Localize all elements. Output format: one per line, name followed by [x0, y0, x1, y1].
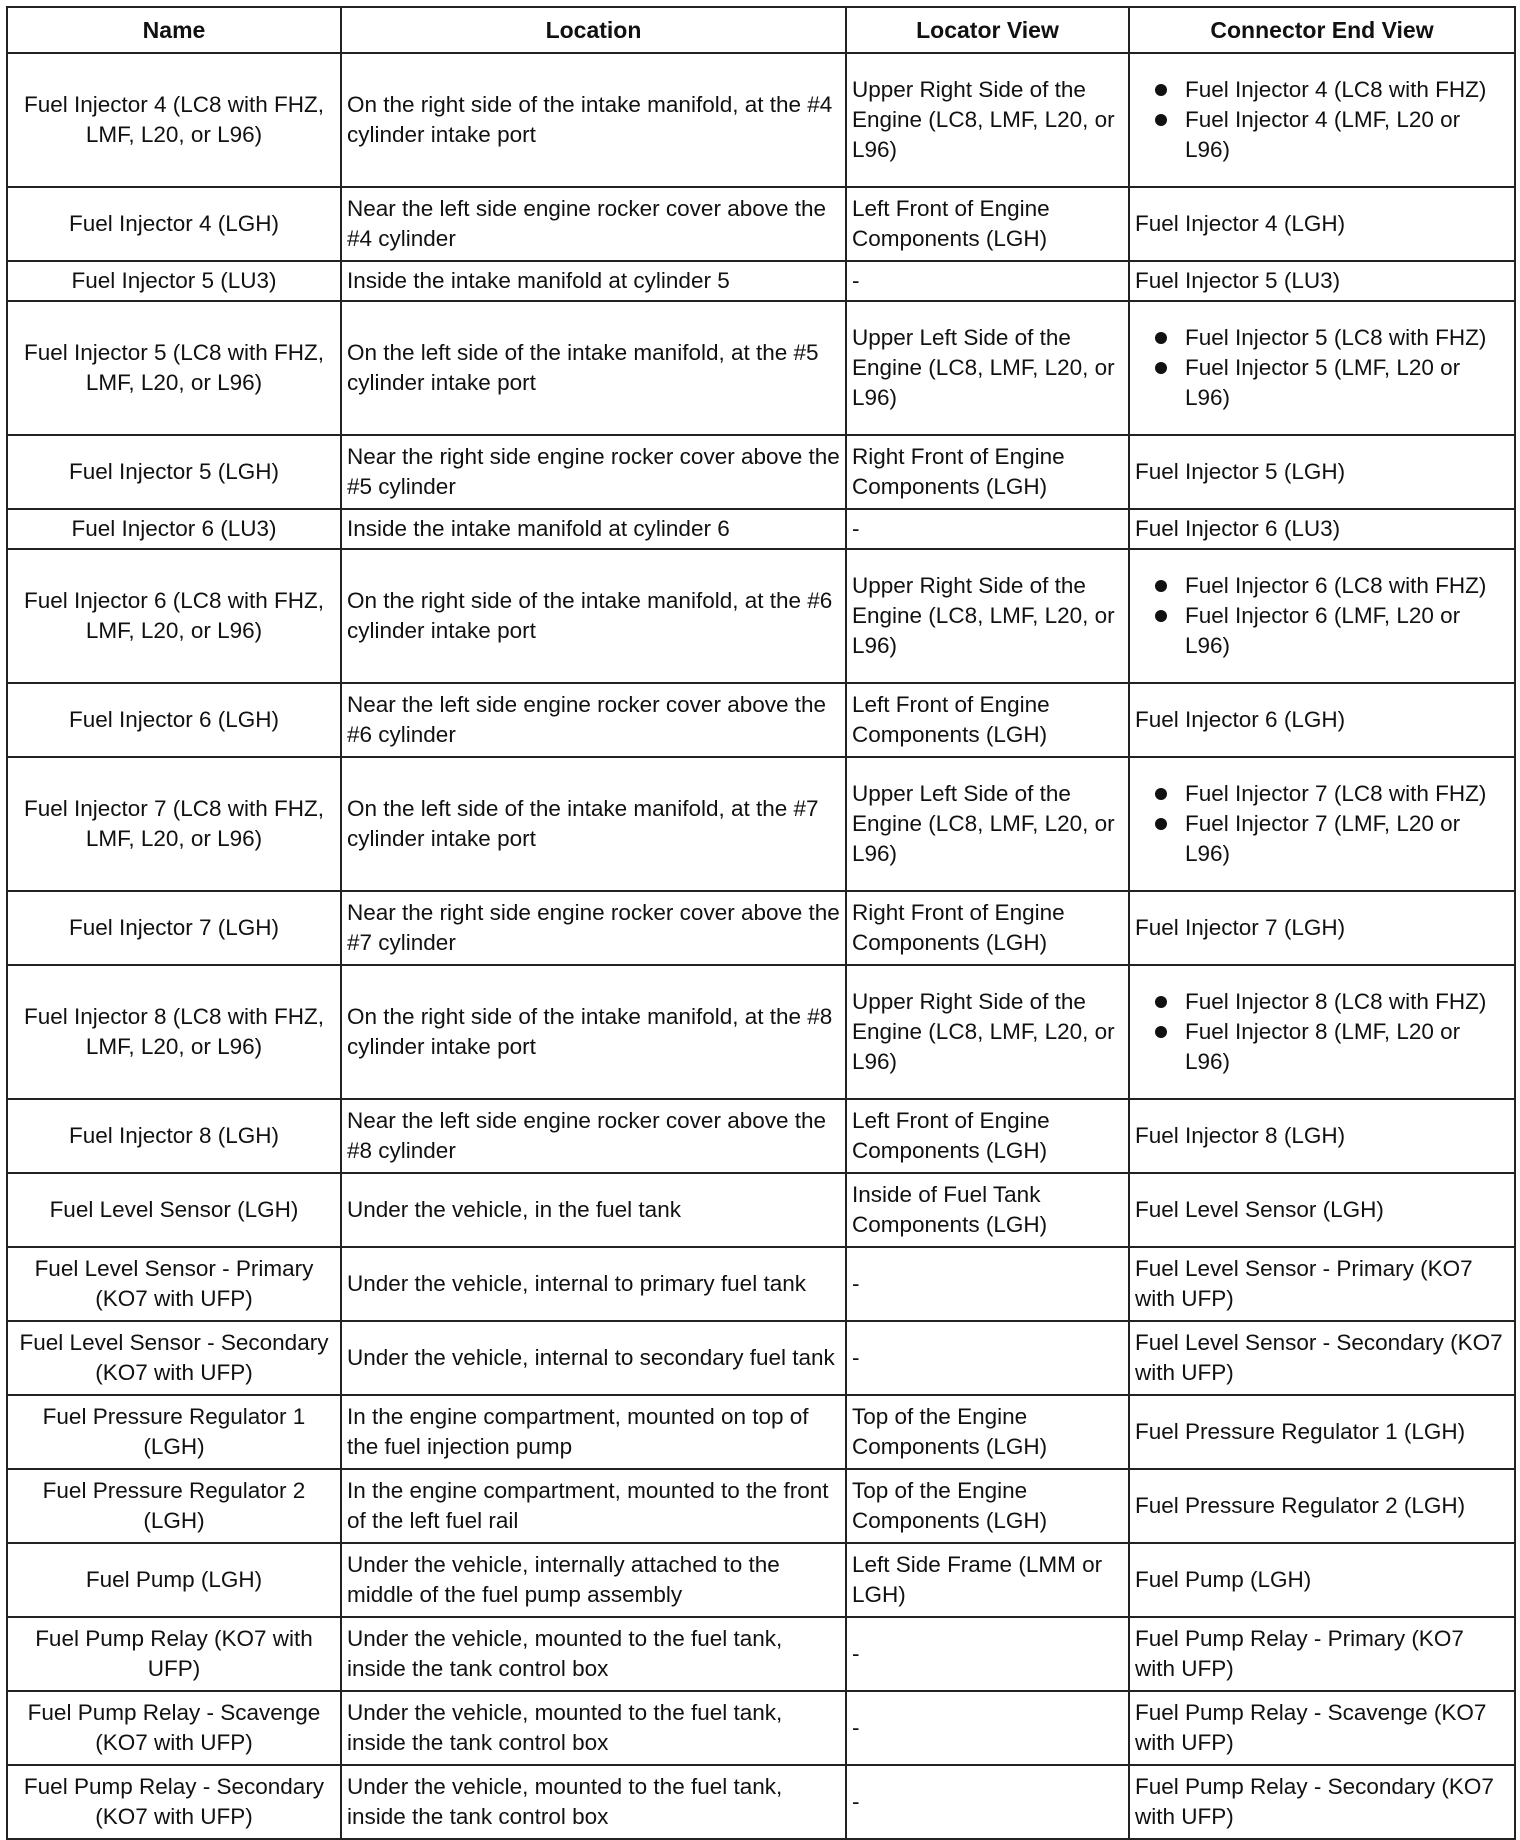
connector-end-view-cell: Fuel Level Sensor - Primary (KO7 with UFP) — [1129, 1247, 1515, 1321]
location-cell: On the right side of the intake manifold, at the #6 cylinder intake port — [341, 549, 846, 683]
connector-end-view-cell — [1129, 549, 1515, 683]
locator-view-cell: Upper Right Side of the Engine (LC8, LMF, L20, or L96) — [846, 549, 1129, 683]
connector-end-view-cell: Fuel Level Sensor (LGH) — [1129, 1173, 1515, 1247]
table-row — [7, 549, 1515, 683]
connector-list-item: Fuel Injector 5 (LC8 with FHZ) — [1135, 323, 1509, 353]
table-row — [7, 1321, 1515, 1395]
table-row — [7, 1543, 1515, 1617]
connector-list — [1135, 75, 1509, 165]
name-cell: Fuel Pressure Regulator 1 (LGH) — [7, 1395, 341, 1469]
connector-end-view-cell — [1129, 301, 1515, 435]
name-cell: Fuel Level Sensor - Primary (KO7 with UFP) — [7, 1247, 341, 1321]
connector-end-view-cell — [1129, 757, 1515, 891]
locator-view-cell: - — [846, 1691, 1129, 1765]
table-row — [7, 187, 1515, 261]
connector-list-item: Fuel Injector 7 (LMF, L20 or L96) — [1135, 809, 1509, 869]
locator-view-cell: Inside of Fuel Tank Components (LGH) — [846, 1173, 1129, 1247]
location-cell: Under the vehicle, internally attached to the middle of the fuel pump assembly — [341, 1543, 846, 1617]
connector-end-view-cell: Fuel Injector 6 (LGH) — [1129, 683, 1515, 757]
name-cell: Fuel Injector 5 (LGH) — [7, 435, 341, 509]
connector-list — [1135, 987, 1509, 1077]
location-cell: Under the vehicle, mounted to the fuel tank, inside the tank control box — [341, 1617, 846, 1691]
table-row — [7, 1099, 1515, 1173]
table-row — [7, 1691, 1515, 1765]
locator-view-cell: Left Front of Engine Components (LGH) — [846, 1099, 1129, 1173]
location-cell: Under the vehicle, internal to secondary fuel tank — [341, 1321, 846, 1395]
location-cell: Near the left side engine rocker cover above the #6 cylinder — [341, 683, 846, 757]
connector-list-item: Fuel Injector 4 (LMF, L20 or L96) — [1135, 105, 1509, 165]
location-cell: Under the vehicle, in the fuel tank — [341, 1173, 846, 1247]
table-row — [7, 435, 1515, 509]
locator-view-cell: Right Front of Engine Components (LGH) — [846, 435, 1129, 509]
name-cell: Fuel Level Sensor - Secondary (KO7 with UFP) — [7, 1321, 341, 1395]
connector-list-item: Fuel Injector 6 (LC8 with FHZ) — [1135, 571, 1509, 601]
table-row — [7, 1173, 1515, 1247]
connector-end-view-cell — [1129, 53, 1515, 187]
connector-end-view-cell: Fuel Pump Relay - Primary (KO7 with UFP) — [1129, 1617, 1515, 1691]
connector-end-view-cell: Fuel Pressure Regulator 1 (LGH) — [1129, 1395, 1515, 1469]
name-cell: Fuel Injector 8 (LC8 with FHZ, LMF, L20, or L96) — [7, 965, 341, 1099]
name-cell: Fuel Pump Relay (KO7 with UFP) — [7, 1617, 341, 1691]
locator-view-cell: - — [846, 1765, 1129, 1839]
location-cell: On the right side of the intake manifold, at the #8 cylinder intake port — [341, 965, 846, 1099]
locator-view-cell: Upper Left Side of the Engine (LC8, LMF, L20, or L96) — [846, 757, 1129, 891]
locator-view-cell: Left Front of Engine Components (LGH) — [846, 683, 1129, 757]
connector-list-item: Fuel Injector 4 (LC8 with FHZ) — [1135, 75, 1509, 105]
location-cell: On the right side of the intake manifold, at the #4 cylinder intake port — [341, 53, 846, 187]
connector-end-view-cell: Fuel Pump Relay - Secondary (KO7 with UFP) — [1129, 1765, 1515, 1839]
locator-view-cell: - — [846, 1321, 1129, 1395]
connector-end-view-cell: Fuel Pump Relay - Scavenge (KO7 with UFP) — [1129, 1691, 1515, 1765]
location-cell: Inside the intake manifold at cylinder 5 — [341, 261, 846, 301]
table-row — [7, 965, 1515, 1099]
name-cell: Fuel Injector 4 (LC8 with FHZ, LMF, L20, or L96) — [7, 53, 341, 187]
connector-list-item: Fuel Injector 8 (LMF, L20 or L96) — [1135, 1017, 1509, 1077]
connector-end-view-cell: Fuel Level Sensor - Secondary (KO7 with UFP) — [1129, 1321, 1515, 1395]
name-cell: Fuel Pump Relay - Scavenge (KO7 with UFP) — [7, 1691, 341, 1765]
name-cell: Fuel Injector 7 (LGH) — [7, 891, 341, 965]
connector-list-item: Fuel Injector 6 (LMF, L20 or L96) — [1135, 601, 1509, 661]
locator-view-cell: Left Side Frame (LMM or LGH) — [846, 1543, 1129, 1617]
header-locator-view: Locator View — [846, 7, 1129, 53]
location-cell: On the left side of the intake manifold, at the #5 cylinder intake port — [341, 301, 846, 435]
name-cell: Fuel Injector 4 (LGH) — [7, 187, 341, 261]
table-row — [7, 53, 1515, 187]
locator-view-cell: - — [846, 1247, 1129, 1321]
name-cell: Fuel Injector 5 (LC8 with FHZ, LMF, L20, or L96) — [7, 301, 341, 435]
header-name: Name — [7, 7, 341, 53]
connector-list — [1135, 323, 1509, 413]
location-cell: On the left side of the intake manifold, at the #7 cylinder intake port — [341, 757, 846, 891]
connector-end-view-cell: Fuel Injector 7 (LGH) — [1129, 891, 1515, 965]
name-cell: Fuel Injector 6 (LC8 with FHZ, LMF, L20, or L96) — [7, 549, 341, 683]
component-locator-table — [6, 6, 1516, 1840]
connector-end-view-cell: Fuel Injector 4 (LGH) — [1129, 187, 1515, 261]
connector-end-view-cell: Fuel Pump (LGH) — [1129, 1543, 1515, 1617]
table-row — [7, 509, 1515, 549]
table-row — [7, 683, 1515, 757]
location-cell: Near the left side engine rocker cover above the #4 cylinder — [341, 187, 846, 261]
location-cell: In the engine compartment, mounted to the front of the left fuel rail — [341, 1469, 846, 1543]
location-cell: Under the vehicle, mounted to the fuel tank, inside the tank control box — [341, 1691, 846, 1765]
name-cell: Fuel Pump (LGH) — [7, 1543, 341, 1617]
name-cell: Fuel Pump Relay - Secondary (KO7 with UFP) — [7, 1765, 341, 1839]
connector-list — [1135, 779, 1509, 869]
header-connector-end-view: Connector End View — [1129, 7, 1515, 53]
table-row — [7, 301, 1515, 435]
locator-view-cell: Right Front of Engine Components (LGH) — [846, 891, 1129, 965]
connector-end-view-cell: Fuel Pressure Regulator 2 (LGH) — [1129, 1469, 1515, 1543]
locator-view-cell: Upper Left Side of the Engine (LC8, LMF, L20, or L96) — [846, 301, 1129, 435]
connector-end-view-cell: Fuel Injector 8 (LGH) — [1129, 1099, 1515, 1173]
table-row — [7, 261, 1515, 301]
connector-end-view-cell: Fuel Injector 5 (LU3) — [1129, 261, 1515, 301]
connector-end-view-cell: Fuel Injector 6 (LU3) — [1129, 509, 1515, 549]
connector-list — [1135, 571, 1509, 661]
name-cell: Fuel Injector 7 (LC8 with FHZ, LMF, L20, or L96) — [7, 757, 341, 891]
table-row — [7, 1617, 1515, 1691]
locator-view-cell: Top of the Engine Components (LGH) — [846, 1395, 1129, 1469]
locator-view-cell: Left Front of Engine Components (LGH) — [846, 187, 1129, 261]
table-row — [7, 1469, 1515, 1543]
location-cell: Under the vehicle, mounted to the fuel tank, inside the tank control box — [341, 1765, 846, 1839]
locator-view-cell: Top of the Engine Components (LGH) — [846, 1469, 1129, 1543]
location-cell: Near the left side engine rocker cover above the #8 cylinder — [341, 1099, 846, 1173]
name-cell: Fuel Level Sensor (LGH) — [7, 1173, 341, 1247]
connector-list-item: Fuel Injector 5 (LMF, L20 or L96) — [1135, 353, 1509, 413]
connector-list-item: Fuel Injector 8 (LC8 with FHZ) — [1135, 987, 1509, 1017]
location-cell: Under the vehicle, internal to primary fuel tank — [341, 1247, 846, 1321]
locator-view-cell: Upper Right Side of the Engine (LC8, LMF, L20, or L96) — [846, 965, 1129, 1099]
name-cell: Fuel Pressure Regulator 2 (LGH) — [7, 1469, 341, 1543]
table-row — [7, 891, 1515, 965]
name-cell: Fuel Injector 5 (LU3) — [7, 261, 341, 301]
location-cell: In the engine compartment, mounted on top of the fuel injection pump — [341, 1395, 846, 1469]
locator-view-cell: Upper Right Side of the Engine (LC8, LMF, L20, or L96) — [846, 53, 1129, 187]
location-cell: Near the right side engine rocker cover above the #7 cylinder — [341, 891, 846, 965]
header-row — [7, 7, 1515, 53]
locator-view-cell: - — [846, 1617, 1129, 1691]
locator-view-cell: - — [846, 509, 1129, 549]
name-cell: Fuel Injector 6 (LGH) — [7, 683, 341, 757]
location-cell: Near the right side engine rocker cover above the #5 cylinder — [341, 435, 846, 509]
name-cell: Fuel Injector 6 (LU3) — [7, 509, 341, 549]
header-location: Location — [341, 7, 846, 53]
table-row — [7, 1395, 1515, 1469]
table-row — [7, 1247, 1515, 1321]
name-cell: Fuel Injector 8 (LGH) — [7, 1099, 341, 1173]
locator-view-cell: - — [846, 261, 1129, 301]
connector-list-item: Fuel Injector 7 (LC8 with FHZ) — [1135, 779, 1509, 809]
connector-end-view-cell: Fuel Injector 5 (LGH) — [1129, 435, 1515, 509]
location-cell: Inside the intake manifold at cylinder 6 — [341, 509, 846, 549]
table-row — [7, 757, 1515, 891]
connector-end-view-cell — [1129, 965, 1515, 1099]
